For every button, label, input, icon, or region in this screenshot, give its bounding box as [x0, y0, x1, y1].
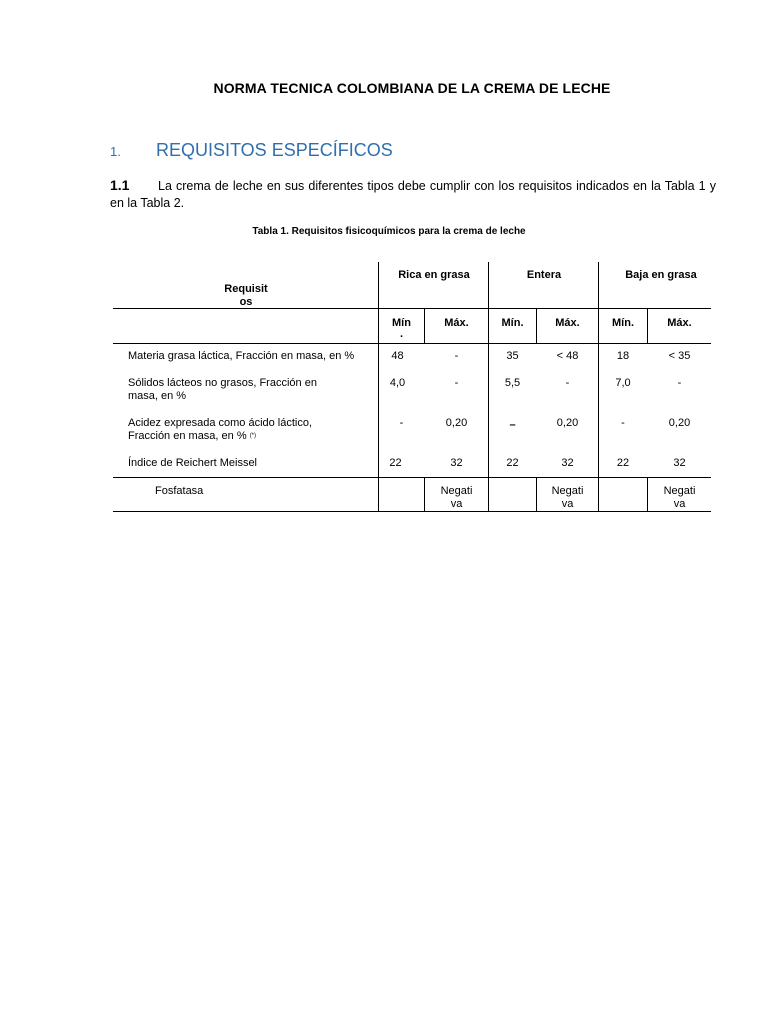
document-title: NORMA TECNICA COLOMBIANA DE LA CREMA DE LECHE: [213, 80, 611, 96]
cell-value: 32: [450, 457, 463, 469]
rica-max-header: Máx.: [444, 317, 469, 329]
cell-value: 22: [389, 457, 402, 469]
cell-value: -: [399, 417, 404, 429]
group-entera: Entera: [526, 269, 562, 281]
rica-min-line2: .: [399, 328, 404, 340]
cell-value: 48: [391, 350, 404, 362]
cell-value: < 48: [556, 350, 579, 362]
rica-min-header: [379, 317, 424, 339]
cell-value: 0,20: [556, 417, 579, 429]
section-title: REQUISITOS ESPECÍFICOS: [156, 140, 393, 160]
cell-value: 18: [616, 350, 630, 362]
row-label-line2: masa, en %: [128, 390, 187, 402]
cell-value: -: [621, 417, 625, 429]
cell-value: -: [454, 377, 459, 389]
fosfatasa-line2: va: [561, 498, 574, 510]
cell-value: 22: [616, 457, 630, 469]
row-label: [128, 377, 378, 403]
table-caption: Tabla 1. Requisitos fisicoquímicos para la crema de leche: [252, 226, 526, 237]
cell-value: -: [565, 377, 570, 389]
table-line-bottom: [113, 511, 711, 512]
cell-value: -: [454, 350, 459, 362]
cell-value: < 35: [668, 350, 691, 362]
cell-value: -: [677, 377, 682, 389]
cell-value: –: [509, 419, 516, 431]
fosfatasa-line2: va: [450, 498, 463, 510]
requirements-paragraph: [110, 177, 716, 212]
cell-value: 0,20: [445, 417, 468, 429]
table-line-subheader: [113, 343, 711, 344]
row-label: Materia grasa láctica, Fracción en masa, en %: [128, 350, 355, 362]
requisitos-header: [203, 283, 289, 309]
cell-value: 4,0: [389, 377, 406, 389]
requisitos-header-line2: os: [239, 296, 253, 308]
fosfatasa-rica-value: [425, 485, 488, 511]
cell-value: 32: [561, 457, 574, 469]
fosfatasa-label: Fosfatasa: [155, 485, 204, 497]
fosfatasa-line1: Negati: [663, 485, 696, 497]
baja-max-header: Máx.: [667, 317, 692, 329]
cell-value: 7,0: [615, 377, 631, 389]
row-label-line2: Fracción en masa, en %: [128, 430, 247, 442]
footnote-marker: (*): [249, 433, 257, 439]
row-label-line1: Acidez expresada como ácido láctico,: [128, 417, 313, 429]
row-label: Índice de Reichert Meissel: [128, 457, 258, 469]
fosfatasa-entera-value: [537, 485, 598, 511]
fosfatasa-line1: Negati: [551, 485, 584, 497]
row-label-line1: Sólidos lácteos no grasos, Fracción en: [128, 377, 317, 389]
entera-max-header: Máx.: [555, 317, 580, 329]
cell-value: 35: [506, 350, 519, 362]
entera-min-header: Mín.: [501, 317, 524, 329]
group-baja-en-grasa: Baja en grasa: [625, 269, 697, 281]
cell-value: 5,5: [504, 377, 521, 389]
section-heading: [110, 140, 393, 161]
cell-value: 22: [506, 457, 519, 469]
fosfatasa-line1: Negati: [440, 485, 473, 497]
row-label: [128, 417, 378, 443]
group-rica-en-grasa: Rica en grasa: [398, 269, 470, 281]
requirements-table: [113, 262, 711, 512]
fosfatasa-line2: va: [673, 498, 686, 510]
fosfatasa-baja-value: [648, 485, 711, 511]
table-line-fosfatasa: [113, 477, 711, 478]
paragraph-text: La crema de leche en sus diferentes tipos debe cumplir con los requisitos indicados en la Tabla 1 y en la Tabla 2.: [110, 179, 716, 210]
rica-min-line1: Mín: [392, 317, 411, 329]
section-number: 1.: [110, 144, 121, 159]
cell-value: 0,20: [668, 417, 691, 429]
requisitos-header-line1: Requisit: [224, 283, 268, 295]
cell-value: 32: [673, 457, 686, 469]
baja-min-header: Mín.: [612, 317, 634, 329]
paragraph-number: 1.1: [110, 177, 130, 193]
